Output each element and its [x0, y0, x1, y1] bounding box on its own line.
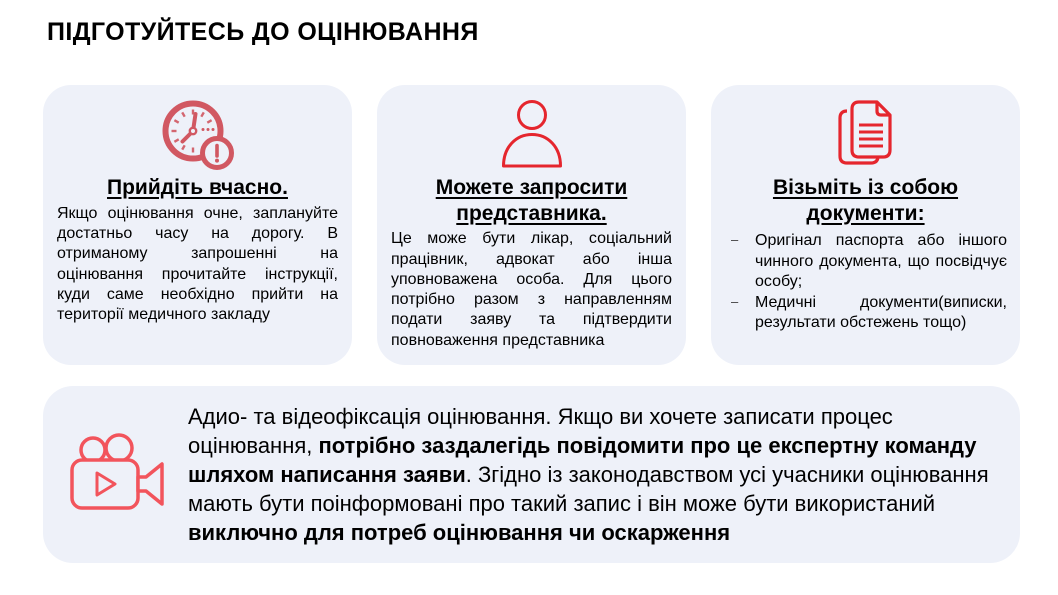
- card-body-text: Якщо оцінювання очне, заплануйте достатньо часу на дорогу. В отриманому запрошенні на оцінювання прочитайте інструкції, куди саме необхідно прийти на території медичного закладу: [57, 204, 338, 324]
- clock-alert-icon: [158, 95, 238, 173]
- card-arrive-on-time: [43, 85, 352, 365]
- list-item: ‒ Медичні документи(виписки, результати обстежень тощо): [724, 293, 1007, 334]
- card-heading: Прийдіть вчасно.: [107, 176, 288, 199]
- page-title: ПІДГОТУЙТЕСЬ ДО ОЦІНЮВАННЯ: [47, 18, 479, 46]
- card-body-text: Це може бути лікар, соціальний працівник, адвокат або інша уповноважена особа. Для цього потрібно разом з направленням подати заяву та підтвердити повноваження представника: [391, 230, 672, 349]
- card-bring-documents: [711, 85, 1020, 365]
- documents-list: [724, 231, 1007, 335]
- card-heading: Можете запросити представника.: [435, 176, 628, 225]
- person-icon: [500, 95, 564, 173]
- documents-icon: [835, 95, 897, 173]
- video-camera-icon: [43, 433, 188, 517]
- info-cards-row: [43, 85, 1020, 365]
- card-heading: Візьміть із собою документи:: [772, 176, 959, 225]
- card-invite-representative: [377, 85, 686, 365]
- list-item: ‒ Оригінал паспорта або іншого чинного документа, що посвідчує особу;: [724, 231, 1007, 292]
- recording-note-card: [43, 386, 1020, 563]
- recording-note-text: Адио- та відеофіксація оцінювання. Якщо ви хочете записати процес оцінювання, потрібно заздалегідь повідомити про це експертну команду шляхом написання заяви. Згідно із законодавством усі учасники оцінювання мають бути поінформовані про такий запис і він може бути використаний виключно для потреб оцінювання чи оскарження: [188, 403, 989, 546]
